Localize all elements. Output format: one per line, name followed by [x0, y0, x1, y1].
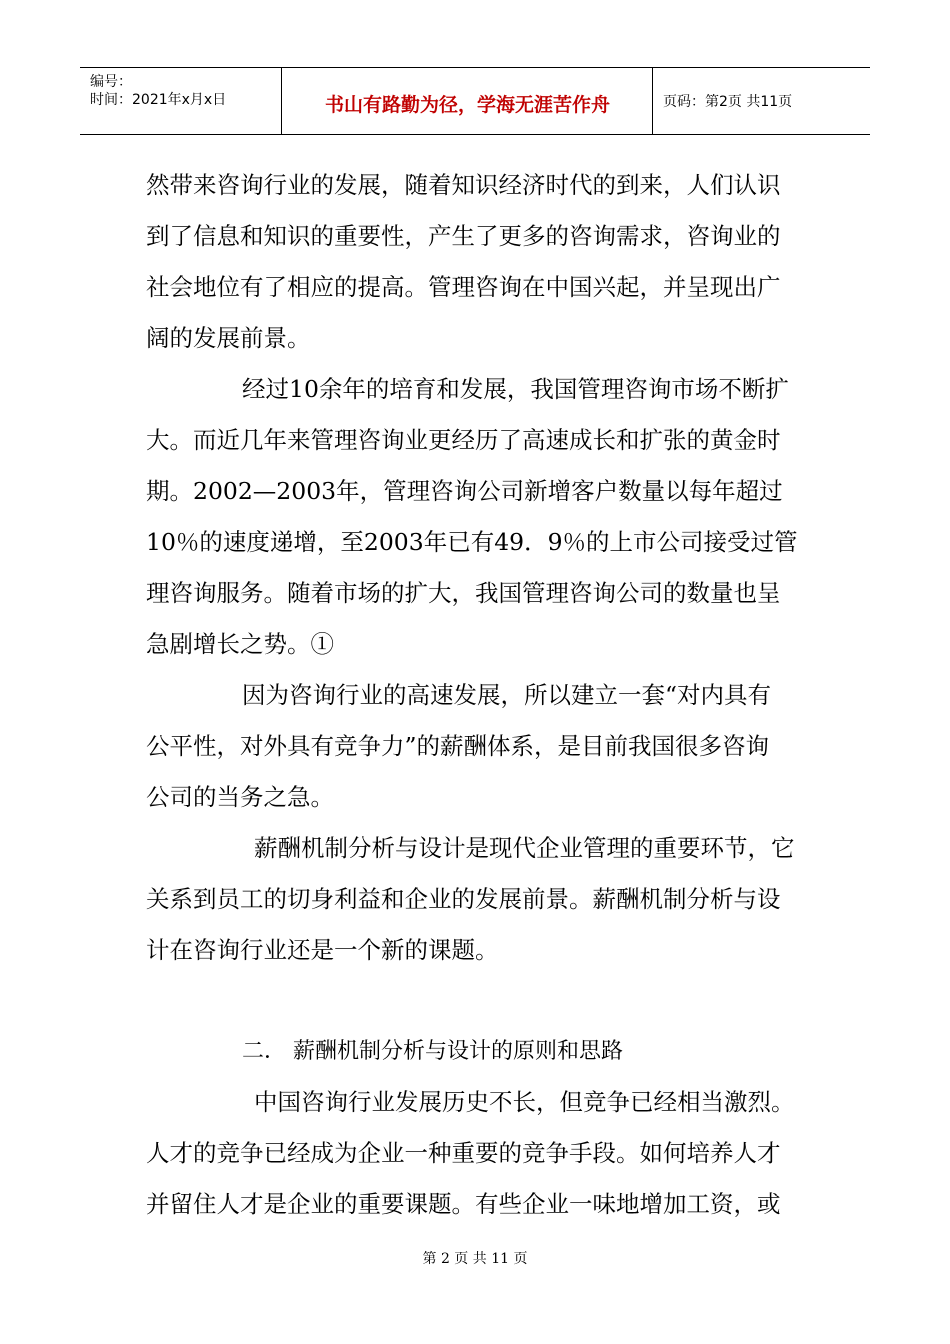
text-line: 公平性，对外具有竞争力”的薪酬体系，是目前我国很多咨询 [146, 732, 770, 760]
text-line: 急剧增长之势。① [146, 630, 334, 658]
text-line: 关系到员工的切身利益和企业的发展前景。薪酬机制分析与设 [146, 885, 781, 913]
paragraph-5 [146, 1077, 822, 1230]
text-line: 中国咨询行业发展历史不长，但竞争已经相当激烈。 [254, 1088, 795, 1116]
paragraph-4 [146, 823, 822, 976]
text-line: 薪酬机制分析与设计是现代企业管理的重要环节，它 [254, 834, 795, 862]
text-line: 并留住人才是企业的重要课题。有些企业一味地增加工资，或 [146, 1190, 781, 1218]
text-line: 10％的速度递增，至2003年已有49．9％的上市公司接受过管 [146, 528, 798, 556]
paragraph-3 [146, 670, 822, 823]
header-motto-cell [282, 68, 653, 134]
page-footer: 第 2 页 共 11 页 [422, 1251, 528, 1267]
text-line: 期。2002—2003年，管理咨询公司新增客户数量以每年超过 [146, 477, 783, 505]
document-date-label: 时间：2021年x月x日 [90, 92, 227, 108]
text-line: 到了信息和知识的重要性，产生了更多的咨询需求，咨询业的 [146, 222, 781, 250]
header-page-number: 页码：第2页 共11页 [663, 94, 793, 110]
text-line: 因为咨询行业的高速发展，所以建立一套“对内具有 [242, 681, 772, 709]
section-heading: 二． 薪酬机制分析与设计的原则和思路 [242, 1039, 623, 1064]
header-info-cell [80, 68, 282, 134]
text-line: 公司的当务之急。 [146, 783, 334, 811]
paragraph-gap [146, 976, 822, 1026]
paragraph-1 [146, 160, 822, 364]
text-line: 然带来咨询行业的发展，随着知识经济时代的到来，人们认识 [146, 171, 781, 199]
text-line: 理咨询服务。随着市场的扩大，我国管理咨询公司的数量也呈 [146, 579, 781, 607]
document-body [146, 160, 822, 1230]
text-line: 人才的竞争已经成为企业一种重要的竞争手段。如何培养人才 [146, 1139, 781, 1167]
text-line: 社会地位有了相应的提高。管理咨询在中国兴起，并呈现出广 [146, 273, 781, 301]
text-line: 经过10余年的培育和发展，我国管理咨询市场不断扩 [242, 375, 789, 403]
text-line: 大。而近几年来管理咨询业更经历了高速成长和扩张的黄金时 [146, 426, 781, 454]
header-motto: 书山有路勤为径，学海无涯苦作舟 [324, 94, 610, 116]
header-page-cell [653, 68, 870, 134]
text-line: 计在咨询行业还是一个新的课题。 [146, 936, 499, 964]
paragraph-2 [146, 364, 822, 670]
text-line: 阔的发展前景。 [146, 324, 311, 352]
page-header [80, 67, 870, 135]
document-number-label: 编号： [90, 74, 132, 90]
